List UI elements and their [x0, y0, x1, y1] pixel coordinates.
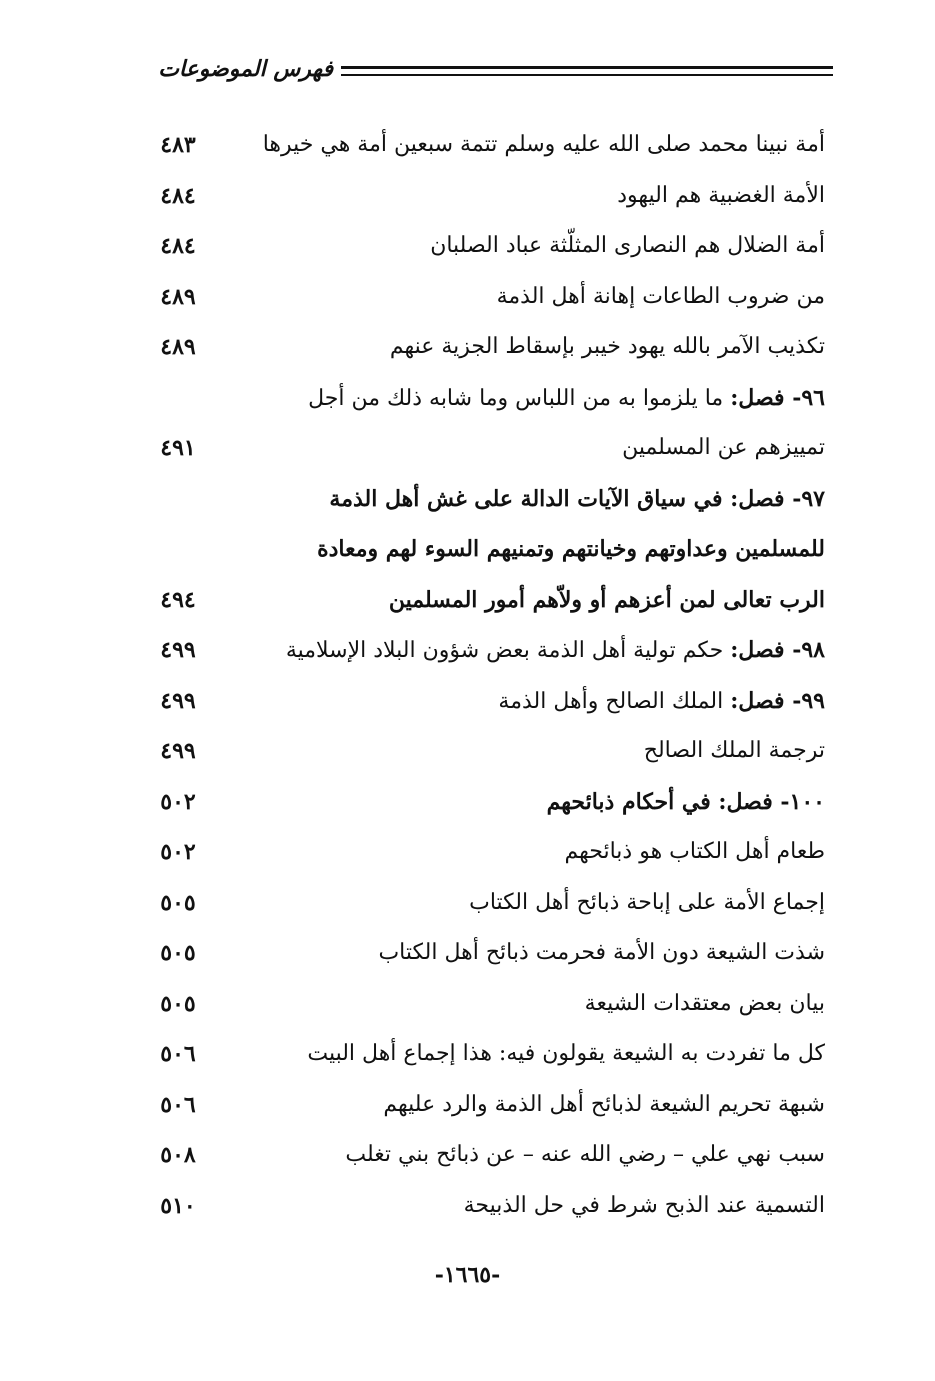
page-number: -١٦٦٥-	[434, 1262, 501, 1288]
entry-page-number: ٥١٠	[160, 1192, 196, 1219]
entry-title	[235, 676, 825, 727]
contents-entry	[0, 979, 935, 1029]
entry-page-number: ٤٩٩	[160, 637, 196, 663]
entry-title: تمييزهم عن المسلمين	[622, 435, 825, 460]
section-label: ٩٩- فصل:	[730, 687, 825, 714]
contents-entry	[0, 726, 935, 776]
entry-title: تكذيب الآمر بالله يهود خيبر بإسقاط الجزية عنهم	[389, 334, 825, 359]
entry-title: سبب نهي علي – رضي الله عنه – عن ذبائح بني تغلب	[345, 1142, 825, 1167]
running-header	[108, 52, 833, 92]
contents-entry	[0, 474, 935, 524]
entry-page-number: ٤٨٣	[160, 132, 196, 158]
contents-entry	[0, 171, 935, 221]
entry-page-number: ٤٨٤	[160, 233, 196, 259]
entry-title: الرب تعالى لمن أعزهم أو ولاّهم أمور المسلمين	[388, 586, 825, 613]
running-title: فهرس الموضوعات	[158, 56, 333, 82]
entry-title: من ضروب الطاعات إهانة أهل الذمة	[496, 283, 825, 309]
entry-page-number: ٥٠٦	[160, 1041, 196, 1067]
entry-title: بيان بعض معتقدات الشيعة	[584, 990, 825, 1016]
entry-page-number: ٥٠٨	[160, 1142, 196, 1168]
contents-entry	[0, 1029, 935, 1079]
entry-page-number: ٤٩١	[160, 435, 196, 461]
entry-title: شذت الشيعة دون الأمة فحرمت ذبائح أهل الكتاب	[378, 940, 825, 965]
contents-entry	[0, 827, 935, 877]
contents-entry	[0, 1080, 935, 1130]
entry-page-number: ٥٠٥	[160, 990, 196, 1017]
entry-page-number: ٥٠٦	[160, 1091, 196, 1118]
section-label: ٩٨- فصل:	[730, 637, 825, 663]
entry-title: ١٠٠- فصل: في أحكام ذبائحهم	[546, 788, 825, 815]
entry-page-number: ٥٠٢	[160, 788, 196, 815]
header-rule	[341, 74, 833, 76]
entry-page-number: ٥٠٢	[160, 839, 196, 865]
entry-title: إجماع الأمة على إباحة ذبائح أهل الكتاب	[469, 889, 825, 915]
entry-text: الملك الصالح وأهل الذمة	[498, 688, 731, 714]
entry-page-number: ٥٠٥	[160, 940, 196, 966]
contents-entry	[0, 524, 935, 574]
entry-title: أمة الضلال هم النصارى المثلّثة عباد الصلبان	[430, 233, 825, 258]
contents-entry	[0, 1181, 935, 1231]
entry-title: الأمة الغضبية هم اليهود	[617, 182, 825, 208]
contents-entry	[0, 322, 935, 372]
contents-entry	[0, 221, 935, 271]
entry-title: ترجمة الملك الصالح	[643, 738, 825, 763]
entry-title: أمة نبينا محمد صلى الله عليه وسلم تتمة سبعين أمة هي خيرها	[262, 132, 825, 157]
entry-title: كل ما تفردت به الشيعة يقولون فيه: هذا إجماع أهل البيت	[307, 1041, 825, 1066]
entry-title: ٩٧- فصل: في سياق الآيات الدالة على غش أهل الذمة	[329, 485, 825, 512]
contents-entry	[0, 575, 935, 625]
entry-title: شبهة تحريم الشيعة لذبائح أهل الذمة والرد عليهم	[383, 1091, 825, 1117]
entry-page-number: ٤٨٩	[160, 283, 196, 310]
entry-title: التسمية عند الذبح شرط في حل الذبيحة	[463, 1192, 825, 1218]
contents-entry	[0, 777, 935, 827]
contents-entry	[0, 272, 935, 322]
entry-page-number: ٤٩٤	[160, 586, 196, 613]
header-rule	[341, 66, 833, 69]
contents-entry	[0, 120, 935, 170]
section-label: ٩٦- فصل:	[730, 384, 825, 411]
entry-text: ما يلزموا به من اللباس وما شابه ذلك من أجل	[308, 385, 731, 411]
entry-title: طعام أهل الكتاب هو ذبائحهم	[564, 839, 825, 864]
entry-title: للمسلمين وعداوتهم وخيانتهم وتمنيهم السوء لهم ومعادة	[317, 536, 825, 562]
entry-page-number: ٤٩٩	[160, 738, 196, 764]
contents-entry	[0, 878, 935, 928]
entry-title	[235, 625, 825, 676]
entry-page-number: ٤٨٤	[160, 182, 196, 209]
contents-entry	[0, 1130, 935, 1180]
contents-entry	[0, 625, 935, 675]
entry-title	[235, 373, 825, 424]
entry-text: حكم تولية أهل الذمة بعض شؤون البلاد الإسلامية	[285, 638, 731, 663]
entry-page-number: ٥٠٥	[160, 889, 196, 916]
entry-page-number: ٤٩٩	[160, 687, 196, 714]
contents-entry	[0, 373, 935, 423]
contents-entry	[0, 928, 935, 978]
entry-page-number: ٤٨٩	[160, 334, 196, 360]
contents-entry	[0, 423, 935, 473]
contents-entry	[0, 676, 935, 726]
